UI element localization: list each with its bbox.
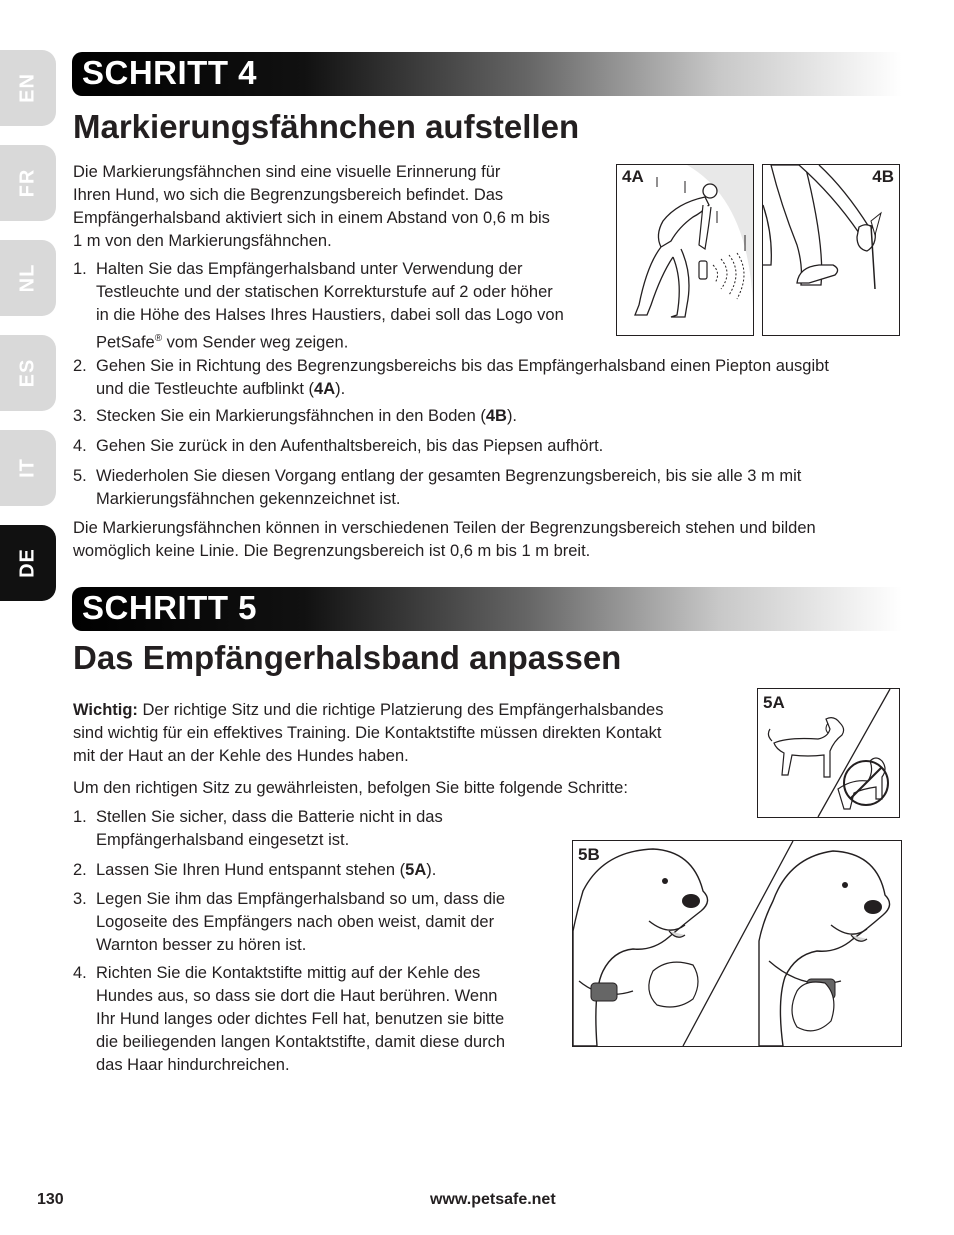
step5-banner-label: SCHRITT 5 <box>82 589 258 626</box>
lang-tab-label: NL <box>16 263 39 293</box>
figure-4a-illustration <box>617 165 753 335</box>
lang-tab-en[interactable] <box>0 50 56 126</box>
text-line: Warnton besser zu hören ist. <box>96 936 307 954</box>
step4-item-5 <box>73 465 801 511</box>
text-line: mit der Haut an der Kehle des Hundes haben. <box>73 747 409 765</box>
text-line: Ihren Hund, wo sich die Begrenzungsbereich befindet. Das <box>73 186 504 204</box>
item-number: 2. <box>73 861 87 879</box>
lang-tab-fr[interactable] <box>0 145 56 221</box>
text-line: womöglich keine Linie. Die Begrenzungsbereich ist 0,6 m bis 1 m breit. <box>73 542 591 560</box>
figure-5b <box>572 840 902 1047</box>
item-number: 5. <box>73 467 87 485</box>
figure-4b <box>762 164 900 336</box>
text-line: Die Markierungsfähnchen sind eine visuelle Erinnerung für <box>73 163 501 181</box>
step4-item-4 <box>73 435 603 458</box>
step4-item-2 <box>73 355 829 401</box>
figure-5a <box>757 688 900 818</box>
step5-important <box>73 699 663 768</box>
item-number: 3. <box>73 890 87 908</box>
item-number: 1. <box>73 260 87 278</box>
item-number: 4. <box>73 964 87 982</box>
text-line: und die Testleuchte aufblinkt ( <box>96 380 315 398</box>
lang-tab-de[interactable] <box>0 525 56 601</box>
item-number: 4. <box>73 437 87 455</box>
text-line: Der richtige Sitz und die richtige Platzierung des Empfängerhalsbandes <box>137 701 664 719</box>
step5-banner <box>72 587 902 631</box>
text-line: Hundes aus, so dass sie dort die Haut berühren. Wenn <box>96 987 498 1005</box>
step4-banner-label: SCHRITT 4 <box>82 54 258 91</box>
figure-label: 5B <box>578 845 600 864</box>
registered-mark: ® <box>154 333 163 344</box>
step5-follow-text: Um den richtigen Sitz zu gewährleisten, befolgen Sie bitte folgende Schritte: <box>73 779 628 797</box>
step4-intro <box>73 161 550 253</box>
item-number: 1. <box>73 808 87 826</box>
text-line: Markierungsfähnchen gekennzeichnet ist. <box>96 490 401 508</box>
step4-banner <box>72 52 902 96</box>
figure-label: 5A <box>763 693 785 712</box>
text-line: 1 m von den Markierungsfähnchen. <box>73 232 332 250</box>
text-line: vom Sender weg zeigen. <box>162 333 349 352</box>
step5-item-3 <box>73 888 505 957</box>
step5-item-4 <box>73 962 505 1077</box>
text-fragment: ). <box>426 861 437 879</box>
lang-tab-label: EN <box>16 73 39 103</box>
text-line: Wiederholen Sie diesen Vorgang entlang der gesamten Begrenzungsbereich, bis sie alle 3 m mit <box>96 467 802 485</box>
lang-tab-label: DE <box>16 548 39 578</box>
text-line: in die Höhe des Halses Ihres Haustiers, dabei soll das Logo von <box>96 306 564 324</box>
figure-4b-illustration <box>763 165 899 335</box>
step4-item-1 <box>73 258 564 355</box>
step5-title: Das Empfängerhalsband anpassen <box>73 639 622 676</box>
step4-title: Markierungsfähnchen aufstellen <box>73 108 580 145</box>
text-line: Die Markierungsfähnchen können in verschiedenen Teilen der Begrenzungsbereich stehen und bilden <box>73 519 816 537</box>
text-line: Stellen Sie sicher, dass die Batterie nicht in das <box>96 808 443 826</box>
lang-tab-label: IT <box>16 458 39 478</box>
item-number: 2. <box>73 357 87 375</box>
page-number: 130 <box>37 1191 64 1208</box>
step5-item-2 <box>73 859 436 882</box>
lang-tab-nl[interactable] <box>0 240 56 316</box>
item-text: Gehen Sie zurück in den Aufenthaltsbereich, bis das Piepsen aufhört. <box>96 437 604 455</box>
text-line: sind wichtig für ein effektives Training. Die Kontaktstifte müssen direkten Kontakt <box>73 724 662 742</box>
lang-tab-it[interactable] <box>0 430 56 506</box>
text-line: Ihr Hund langes oder dichtes Fell hat, benutzen sie bitte <box>96 1010 505 1028</box>
text-line: die beiliegenden langen Kontaktstifte, damit diese durch <box>96 1033 506 1051</box>
step4-item-3 <box>73 405 517 428</box>
text-line: Richten Sie die Kontaktstifte mittig auf der Kehle des <box>96 964 481 982</box>
text-line: Empfängerhalsband eingesetzt ist. <box>96 831 350 849</box>
text-line: Logoseite des Empfängers nach oben weist, damit der <box>96 913 495 931</box>
text-fragment: Lassen Sie Ihren Hund entspannt stehen ( <box>96 861 406 879</box>
text-fragment: ). <box>335 380 346 398</box>
text-line: Gehen Sie in Richtung des Begrenzungsbereichs bis das Empfängerhalsband einen Piepton ausgibt <box>96 357 829 375</box>
figure-label: 4B <box>872 167 894 186</box>
figure-5b-illustration <box>573 841 901 1046</box>
text-fragment: ). <box>506 407 518 425</box>
lang-tab-label: FR <box>16 168 39 198</box>
text-line: PetSafe <box>96 333 155 352</box>
figure-4a <box>616 164 754 336</box>
text-line: Empfängerhalsband aktiviert sich in einem Abstand von 0,6 m bis <box>73 209 550 227</box>
figure-ref: 4B <box>485 407 507 425</box>
text-fragment: Stecken Sie ein Markierungsfähnchen in den Boden ( <box>96 407 486 425</box>
footer-url[interactable]: www.petsafe.net <box>430 1191 556 1208</box>
text-line: Halten Sie das Empfängerhalsband unter Verwendung der <box>96 260 523 278</box>
text-line: Testleuchte und der statischen Korrekturstufe auf 2 oder höher <box>96 283 553 301</box>
text-line: das Haar hindurchreichen. <box>96 1056 290 1074</box>
item-number: 3. <box>73 407 87 425</box>
step4-closing <box>73 517 816 563</box>
figure-label: 4A <box>622 167 644 186</box>
important-label: Wichtig: <box>73 701 138 719</box>
lang-tab-es[interactable] <box>0 335 56 411</box>
step5-item-1 <box>73 806 443 852</box>
figure-ref: 5A <box>405 861 427 879</box>
figure-ref: 4A <box>314 380 336 398</box>
lang-tab-label: ES <box>16 358 39 388</box>
text-line: Legen Sie ihm das Empfängerhalsband so um, dass die <box>96 890 506 908</box>
